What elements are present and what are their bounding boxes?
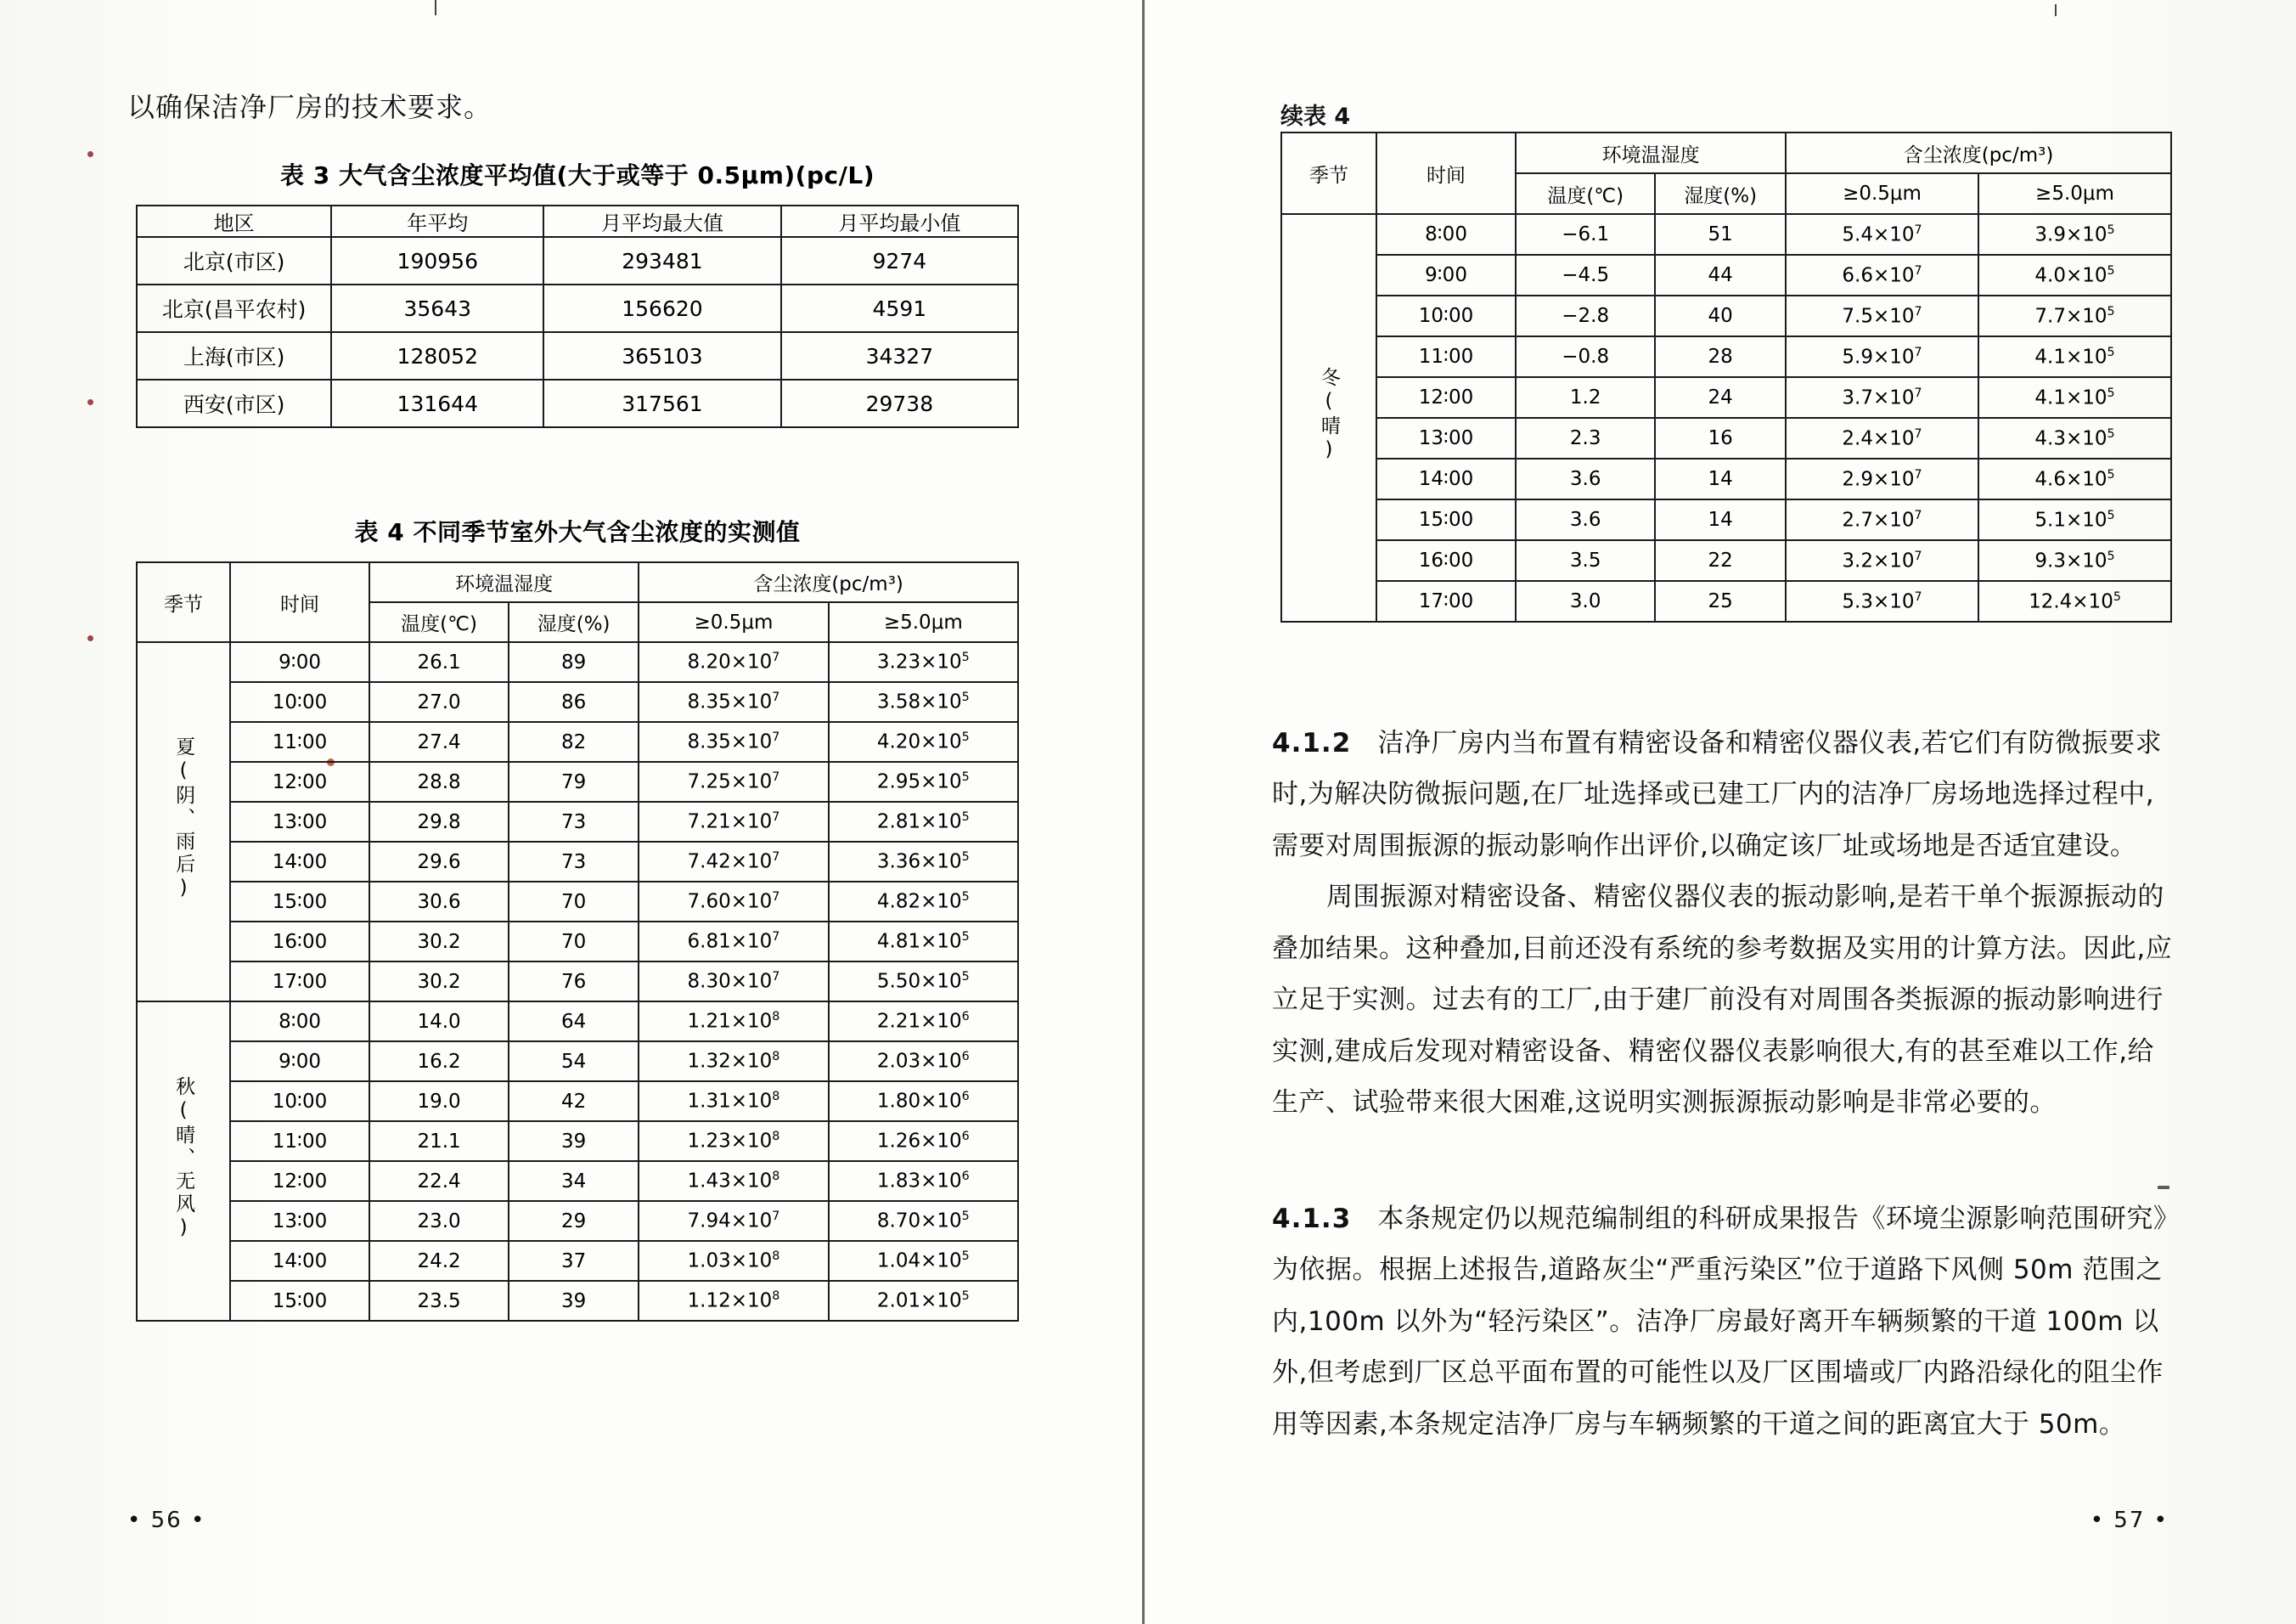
- data-cell: 39: [509, 1121, 639, 1161]
- concentration-cell: $2.9\times 10^7$: [1786, 459, 1978, 499]
- data-cell: 14: [1655, 459, 1786, 499]
- exponent: 7: [1914, 467, 1922, 482]
- data-cell: 64: [509, 1001, 639, 1041]
- concentration-cell: $1.21\times 10^8$: [639, 1001, 828, 1041]
- data-cell: 42: [509, 1081, 639, 1121]
- concentration-cell: $8.20\times 10^7$: [639, 642, 828, 682]
- exponent: 6: [961, 1130, 970, 1144]
- table3-cell: 156620: [543, 285, 780, 332]
- table3-cell: 365103: [543, 332, 780, 380]
- table4b-container: [1280, 132, 2172, 623]
- concentration-cell: $3.7\times 10^7$: [1786, 377, 1978, 418]
- exponent: 5: [2107, 386, 2115, 400]
- data-cell: 44: [1655, 255, 1786, 296]
- table4b-col-env: 环境温湿度: [1516, 133, 1786, 173]
- table3-cell: 293481: [543, 237, 780, 285]
- table3-cell: 317561: [543, 380, 780, 427]
- season-label-cell: [137, 642, 230, 1001]
- concentration-cell: $4.82\times 10^5$: [829, 882, 1018, 922]
- table3-col-region: 地区: [137, 206, 331, 237]
- concentration-cell: $2.7\times 10^7$: [1786, 499, 1978, 540]
- concentration-cell: $1.26\times 10^6$: [829, 1121, 1018, 1161]
- data-cell: 37: [509, 1241, 639, 1281]
- exponent: 5: [2107, 345, 2115, 359]
- data-cell: 73: [509, 802, 639, 842]
- table3-cell: 上海(市区): [137, 332, 331, 380]
- data-cell: 13∶00: [230, 802, 369, 842]
- table-row: [1281, 581, 2171, 622]
- data-cell: 11∶00: [230, 1121, 369, 1161]
- exponent: 7: [772, 850, 780, 865]
- concentration-cell: $4.6\times 10^5$: [1978, 459, 2171, 499]
- data-cell: 16.2: [369, 1041, 509, 1081]
- season-label: 冬(晴): [1318, 367, 1341, 464]
- table-row: [137, 682, 1018, 722]
- table-row: [137, 922, 1018, 961]
- table4-col-temp: 温度(℃): [369, 602, 509, 642]
- concentration-cell: $2.95\times 10^5$: [829, 762, 1018, 802]
- table-row: [137, 842, 1018, 882]
- exponent: 5: [961, 770, 970, 785]
- data-cell: 14.0: [369, 1001, 509, 1041]
- table4-body: [137, 642, 1018, 1321]
- data-cell: 9∶00: [1376, 255, 1516, 296]
- data-cell: −0.8: [1516, 336, 1655, 377]
- table-row: [137, 1001, 1018, 1041]
- section-4-1-3-p1: 本条规定仍以规范编制组的科研成果报告《环境尘源影响范围研究》为依据。根据上述报告,道路灰尘“严重污染区”位于道路下风侧 50m 范围之内,100m 以外为“轻污染区”。洁净厂房最好离开车辆频繁的干道 100m 以外,但考虑到厂区总平面布置的可能性以及厂区围墙或厂内路沿绿化的阻尘作用等因素,本条规定洁净厂房与车辆频繁的干道之间的距离宜大于 50m。: [1272, 1204, 2181, 1440]
- data-cell: 1.2: [1516, 377, 1655, 418]
- exponent: 5: [961, 930, 970, 945]
- data-cell: −6.1: [1516, 214, 1655, 255]
- exponent: 5: [961, 1289, 970, 1304]
- data-cell: 10∶00: [1376, 296, 1516, 336]
- data-cell: 21.1: [369, 1121, 509, 1161]
- exponent: 7: [1914, 223, 1922, 237]
- concentration-cell: $5.9\times 10^7$: [1786, 336, 1978, 377]
- table3-header-row: [137, 206, 1018, 237]
- table4-col-season: 季节: [137, 562, 230, 642]
- table-row: [137, 642, 1018, 682]
- concentration-cell: $5.4\times 10^7$: [1786, 214, 1978, 255]
- table3-caption: 表 3 大气含尘浓度平均值(大于或等于 0.5μm)(pc/L): [279, 161, 875, 189]
- data-cell: 13∶00: [1376, 418, 1516, 459]
- exponent: 6: [961, 1090, 970, 1104]
- exponent: 5: [2107, 304, 2115, 319]
- table-row: [1281, 296, 2171, 336]
- concentration-cell: $7.25\times 10^7$: [639, 762, 828, 802]
- data-cell: 11∶00: [1376, 336, 1516, 377]
- exponent: 6: [961, 1010, 970, 1024]
- table4-header-row-1: [137, 562, 1018, 602]
- concentration-cell: $7.60\times 10^7$: [639, 882, 828, 922]
- section-4-1-2-p1: 洁净厂房内当布置有精密设备和精密仪器仪表,若它们有防微振要求时,为解决防微振问题,在厂址选择或已建工厂内的洁净厂房场地选择过程中,需要对周围振源的振动影响作出评价,以确定该厂址或场地是否适宜建设。: [1272, 728, 2163, 861]
- exponent: 5: [2113, 589, 2121, 604]
- table4b-body: [1281, 214, 2171, 622]
- table4b-col-season: 季节: [1281, 133, 1376, 214]
- exponent: 7: [772, 770, 780, 785]
- table4b: [1280, 132, 2172, 623]
- table4b-col-ge50: ≥5.0μm: [1978, 173, 2171, 214]
- table-row: [1281, 336, 2171, 377]
- table-row: [137, 1121, 1018, 1161]
- table3-cell: 9274: [781, 237, 1018, 285]
- data-cell: 79: [509, 762, 639, 802]
- data-cell: 30.2: [369, 961, 509, 1001]
- data-cell: 27.0: [369, 682, 509, 722]
- data-cell: 17∶00: [230, 961, 369, 1001]
- data-cell: 12∶00: [1376, 377, 1516, 418]
- data-cell: 16: [1655, 418, 1786, 459]
- concentration-cell: $3.2\times 10^7$: [1786, 540, 1978, 581]
- concentration-cell: $3.36\times 10^5$: [829, 842, 1018, 882]
- season-label-cell: [137, 1001, 230, 1321]
- concentration-cell: $3.9\times 10^5$: [1978, 214, 2171, 255]
- table4b-col-time: 时间: [1376, 133, 1516, 214]
- exponent: 5: [961, 810, 970, 825]
- data-cell: 9∶00: [230, 1041, 369, 1081]
- continued-table-caption: 续表 4: [1280, 104, 1351, 130]
- exponent: 7: [1914, 345, 1922, 359]
- exponent: 5: [961, 1249, 970, 1264]
- table4-caption: 表 4 不同季节室外大气含尘浓度的实测值: [354, 518, 801, 546]
- data-cell: 30.6: [369, 882, 509, 922]
- concentration-cell: $1.43\times 10^8$: [639, 1161, 828, 1201]
- table-row: [137, 722, 1018, 762]
- data-cell: 76: [509, 961, 639, 1001]
- table-row: [1281, 459, 2171, 499]
- data-cell: 39: [509, 1281, 639, 1321]
- table-row: [137, 1241, 1018, 1281]
- concentration-cell: $8.70\times 10^5$: [829, 1201, 1018, 1241]
- exponent: 7: [1914, 549, 1922, 563]
- season-label: 秋(晴、无风): [172, 1075, 195, 1242]
- data-cell: 28.8: [369, 762, 509, 802]
- concentration-cell: $2.21\times 10^6$: [829, 1001, 1018, 1041]
- exponent: 7: [1914, 426, 1922, 441]
- data-cell: 10∶00: [230, 682, 369, 722]
- exponent: 8: [772, 1130, 780, 1144]
- data-cell: 86: [509, 682, 639, 722]
- table-row: [1281, 540, 2171, 581]
- concentration-cell: $2.81\times 10^5$: [829, 802, 1018, 842]
- table-row: [137, 762, 1018, 802]
- concentration-cell: $1.23\times 10^8$: [639, 1121, 828, 1161]
- table-row: [137, 1281, 1018, 1321]
- concentration-cell: $4.81\times 10^5$: [829, 922, 1018, 961]
- data-cell: 10∶00: [230, 1081, 369, 1121]
- table-row: [137, 332, 1018, 380]
- concentration-cell: $3.58\times 10^5$: [829, 682, 1018, 722]
- table-row: [137, 802, 1018, 842]
- data-cell: 22: [1655, 540, 1786, 581]
- concentration-cell: $7.94\times 10^7$: [639, 1201, 828, 1241]
- exponent: 8: [772, 1249, 780, 1264]
- table-row: [1281, 214, 2171, 255]
- concentration-cell: $1.83\times 10^6$: [829, 1161, 1018, 1201]
- exponent: 7: [772, 930, 780, 945]
- data-cell: 89: [509, 642, 639, 682]
- table4b-col-dust: 含尘浓度(pc/m³): [1786, 133, 2171, 173]
- concentration-cell: $6.81\times 10^7$: [639, 922, 828, 961]
- exponent: 5: [2107, 263, 2115, 278]
- data-cell: 3.6: [1516, 459, 1655, 499]
- data-cell: 14∶00: [230, 1241, 369, 1281]
- right-page: [1145, 0, 2296, 1624]
- concentration-cell: $1.12\times 10^8$: [639, 1281, 828, 1321]
- concentration-cell: $8.35\times 10^7$: [639, 682, 828, 722]
- data-cell: 23.0: [369, 1201, 509, 1241]
- data-cell: 2.3: [1516, 418, 1655, 459]
- data-cell: 11∶00: [230, 722, 369, 762]
- data-cell: 14∶00: [230, 842, 369, 882]
- table3-cell: 北京(市区): [137, 237, 331, 285]
- table3-cell: 北京(昌平农村): [137, 285, 331, 332]
- data-cell: 3.6: [1516, 499, 1655, 540]
- exponent: 5: [961, 850, 970, 865]
- section-4-1-2-body: [1272, 718, 2181, 871]
- concentration-cell: $6.6\times 10^7$: [1786, 255, 1978, 296]
- data-cell: 54: [509, 1041, 639, 1081]
- table3: [136, 205, 1019, 428]
- data-cell: 13∶00: [230, 1201, 369, 1241]
- data-cell: 73: [509, 842, 639, 882]
- exponent: 8: [772, 1010, 780, 1024]
- exponent: 5: [961, 970, 970, 984]
- concentration-cell: $5.1\times 10^5$: [1978, 499, 2171, 540]
- exponent: 7: [772, 890, 780, 905]
- concentration-cell: $7.42\times 10^7$: [639, 842, 828, 882]
- data-cell: 29: [509, 1201, 639, 1241]
- data-cell: 17∶00: [1376, 581, 1516, 622]
- table3-container: [136, 157, 1019, 428]
- exponent: 7: [1914, 263, 1922, 278]
- data-cell: 16∶00: [1376, 540, 1516, 581]
- table4-col-ge50: ≥5.0μm: [829, 602, 1018, 642]
- table-row: [137, 961, 1018, 1001]
- data-cell: 70: [509, 922, 639, 961]
- exponent: 7: [772, 810, 780, 825]
- data-cell: 40: [1655, 296, 1786, 336]
- table4b-header-row-1: [1281, 133, 2171, 173]
- concentration-cell: $7.7\times 10^5$: [1978, 296, 2171, 336]
- data-cell: 8∶00: [1376, 214, 1516, 255]
- table-row: [137, 882, 1018, 922]
- exponent: 5: [2107, 508, 2115, 522]
- data-cell: 19.0: [369, 1081, 509, 1121]
- data-cell: 51: [1655, 214, 1786, 255]
- exponent: 5: [961, 651, 970, 665]
- data-cell: 12∶00: [230, 1161, 369, 1201]
- concentration-cell: $4.1\times 10^5$: [1978, 336, 2171, 377]
- table-row: [137, 285, 1018, 332]
- table3-cell: 190956: [331, 237, 543, 285]
- table3-col-annual: 年平均: [331, 206, 543, 237]
- exponent: 7: [1914, 508, 1922, 522]
- table3-col-monthly-max: 月平均最大值: [543, 206, 780, 237]
- table3-cell: 西安(市区): [137, 380, 331, 427]
- table4: [136, 561, 1019, 1322]
- table-row: [1281, 255, 2171, 296]
- concentration-cell: $9.3\times 10^5$: [1978, 540, 2171, 581]
- concentration-cell: $1.04\times 10^5$: [829, 1241, 1018, 1281]
- data-cell: 14∶00: [1376, 459, 1516, 499]
- concentration-cell: $7.21\times 10^7$: [639, 802, 828, 842]
- section-4-1-2: [1272, 718, 2181, 1129]
- table3-cell: 4591: [781, 285, 1018, 332]
- data-cell: 29.8: [369, 802, 509, 842]
- table4-col-dust: 含尘浓度(pc/m³): [639, 562, 1018, 602]
- table-row: [137, 237, 1018, 285]
- table4b-col-ge05: ≥0.5μm: [1786, 173, 1978, 214]
- concentration-cell: $1.80\times 10^6$: [829, 1081, 1018, 1121]
- table3-col-monthly-min: 月平均最小值: [781, 206, 1018, 237]
- exponent: 7: [1914, 589, 1922, 604]
- exponent: 5: [2107, 223, 2115, 237]
- exponent: 8: [772, 1090, 780, 1104]
- data-cell: 15∶00: [230, 882, 369, 922]
- exponent: 7: [772, 691, 780, 705]
- data-cell: 34: [509, 1161, 639, 1201]
- data-cell: 70: [509, 882, 639, 922]
- data-cell: 22.4: [369, 1161, 509, 1201]
- table-row: [137, 380, 1018, 427]
- data-cell: 14: [1655, 499, 1786, 540]
- exponent: 5: [2107, 467, 2115, 482]
- exponent: 7: [772, 970, 780, 984]
- exponent: 7: [772, 651, 780, 665]
- concentration-cell: $2.4\times 10^7$: [1786, 418, 1978, 459]
- concentration-cell: $12.4\times 10^5$: [1978, 581, 2171, 622]
- table3-cell: 29738: [781, 380, 1018, 427]
- concentration-cell: $4.0\times 10^5$: [1978, 255, 2171, 296]
- exponent: 7: [1914, 386, 1922, 400]
- data-cell: 27.4: [369, 722, 509, 762]
- table-row: [137, 1161, 1018, 1201]
- left-page: [0, 0, 1142, 1624]
- data-cell: 16∶00: [230, 922, 369, 961]
- table4-col-humidity: 湿度(%): [509, 602, 639, 642]
- data-cell: 24: [1655, 377, 1786, 418]
- exponent: 5: [2107, 426, 2115, 441]
- season-label: 夏(阴、雨后): [172, 736, 195, 902]
- exponent: 6: [961, 1170, 970, 1184]
- concentration-cell: $5.3\times 10^7$: [1786, 581, 1978, 622]
- concentration-cell: $8.35\times 10^7$: [639, 722, 828, 762]
- concentration-cell: $1.32\times 10^8$: [639, 1041, 828, 1081]
- exponent: 5: [961, 1210, 970, 1224]
- section-4-1-2-p2: 周围振源对精密设备、精密仪器仪表的振动影响,是若干单个振源振动的叠加结果。这种叠加,目前还没有系统的参考数据及实用的计算方法。因此,应立足于实测。过去有的工厂,由于建厂前没有对周围各类振源的振动影响进行实测,建成后发现对精密设备、精密仪器仪表影响很大,有的甚至难以工作,给生产、试验带来很大困难,这说明实测振源振动影响是非常必要的。: [1272, 882, 2173, 1119]
- data-cell: 3.0: [1516, 581, 1655, 622]
- concentration-cell: $2.01\times 10^5$: [829, 1281, 1018, 1321]
- table4b-col-humidity: 湿度(%): [1655, 173, 1786, 214]
- page-number-left: • 56 •: [127, 1508, 206, 1533]
- exponent: 8: [772, 1289, 780, 1304]
- section-4-1-3-body: [1272, 1193, 2181, 1450]
- data-cell: 8∶00: [230, 1001, 369, 1041]
- data-cell: 15∶00: [230, 1281, 369, 1321]
- data-cell: 12∶00: [230, 762, 369, 802]
- exponent: 5: [961, 890, 970, 905]
- exponent: 6: [961, 1050, 970, 1064]
- data-cell: 15∶00: [1376, 499, 1516, 540]
- table3-cell: 34327: [781, 332, 1018, 380]
- section-number: 4.1.2: [1272, 728, 1352, 758]
- section-4-1-3: [1272, 1193, 2181, 1450]
- exponent: 7: [1914, 304, 1922, 319]
- lead-paragraph: 以确保洁净厂房的技术要求。: [127, 91, 492, 123]
- data-cell: −2.8: [1516, 296, 1655, 336]
- data-cell: 24.2: [369, 1241, 509, 1281]
- exponent: 7: [772, 1210, 780, 1224]
- season-label-cell: [1281, 214, 1376, 622]
- concentration-cell: $7.5\times 10^7$: [1786, 296, 1978, 336]
- section-number: 4.1.3: [1272, 1204, 1352, 1234]
- data-cell: 3.5: [1516, 540, 1655, 581]
- exponent: 8: [772, 1170, 780, 1184]
- table3-cell: 128052: [331, 332, 543, 380]
- table-row: [137, 1041, 1018, 1081]
- concentration-cell: $4.3\times 10^5$: [1978, 418, 2171, 459]
- concentration-cell: $5.50\times 10^5$: [829, 961, 1018, 1001]
- concentration-cell: $2.03\times 10^6$: [829, 1041, 1018, 1081]
- data-cell: −4.5: [1516, 255, 1655, 296]
- table4-col-ge05: ≥0.5μm: [639, 602, 828, 642]
- exponent: 7: [772, 730, 780, 745]
- table4-col-env: 环境温湿度: [369, 562, 639, 602]
- concentration-cell: $4.1\times 10^5$: [1978, 377, 2171, 418]
- data-cell: 26.1: [369, 642, 509, 682]
- table-row: [137, 1201, 1018, 1241]
- table3-cell: 131644: [331, 380, 543, 427]
- data-cell: 30.2: [369, 922, 509, 961]
- exponent: 5: [961, 691, 970, 705]
- data-cell: 28: [1655, 336, 1786, 377]
- concentration-cell: $3.23\times 10^5$: [829, 642, 1018, 682]
- table-row: [137, 1081, 1018, 1121]
- data-cell: 9∶00: [230, 642, 369, 682]
- concentration-cell: $4.20\times 10^5$: [829, 722, 1018, 762]
- exponent: 5: [961, 730, 970, 745]
- concentration-cell: $8.30\times 10^7$: [639, 961, 828, 1001]
- data-cell: 23.5: [369, 1281, 509, 1321]
- table4-col-time: 时间: [230, 562, 369, 642]
- table-row: [1281, 418, 2171, 459]
- table-row: [1281, 499, 2171, 540]
- table4b-col-temp: 温度(℃): [1516, 173, 1655, 214]
- exponent: 8: [772, 1050, 780, 1064]
- data-cell: 25: [1655, 581, 1786, 622]
- data-cell: 29.6: [369, 842, 509, 882]
- table-row: [1281, 377, 2171, 418]
- page-number-right: • 57 •: [2090, 1508, 2169, 1533]
- data-cell: 82: [509, 722, 639, 762]
- table4-container: [136, 514, 1019, 1322]
- concentration-cell: $1.03\times 10^8$: [639, 1241, 828, 1281]
- table3-cell: 35643: [331, 285, 543, 332]
- exponent: 5: [2107, 549, 2115, 563]
- concentration-cell: $1.31\times 10^8$: [639, 1081, 828, 1121]
